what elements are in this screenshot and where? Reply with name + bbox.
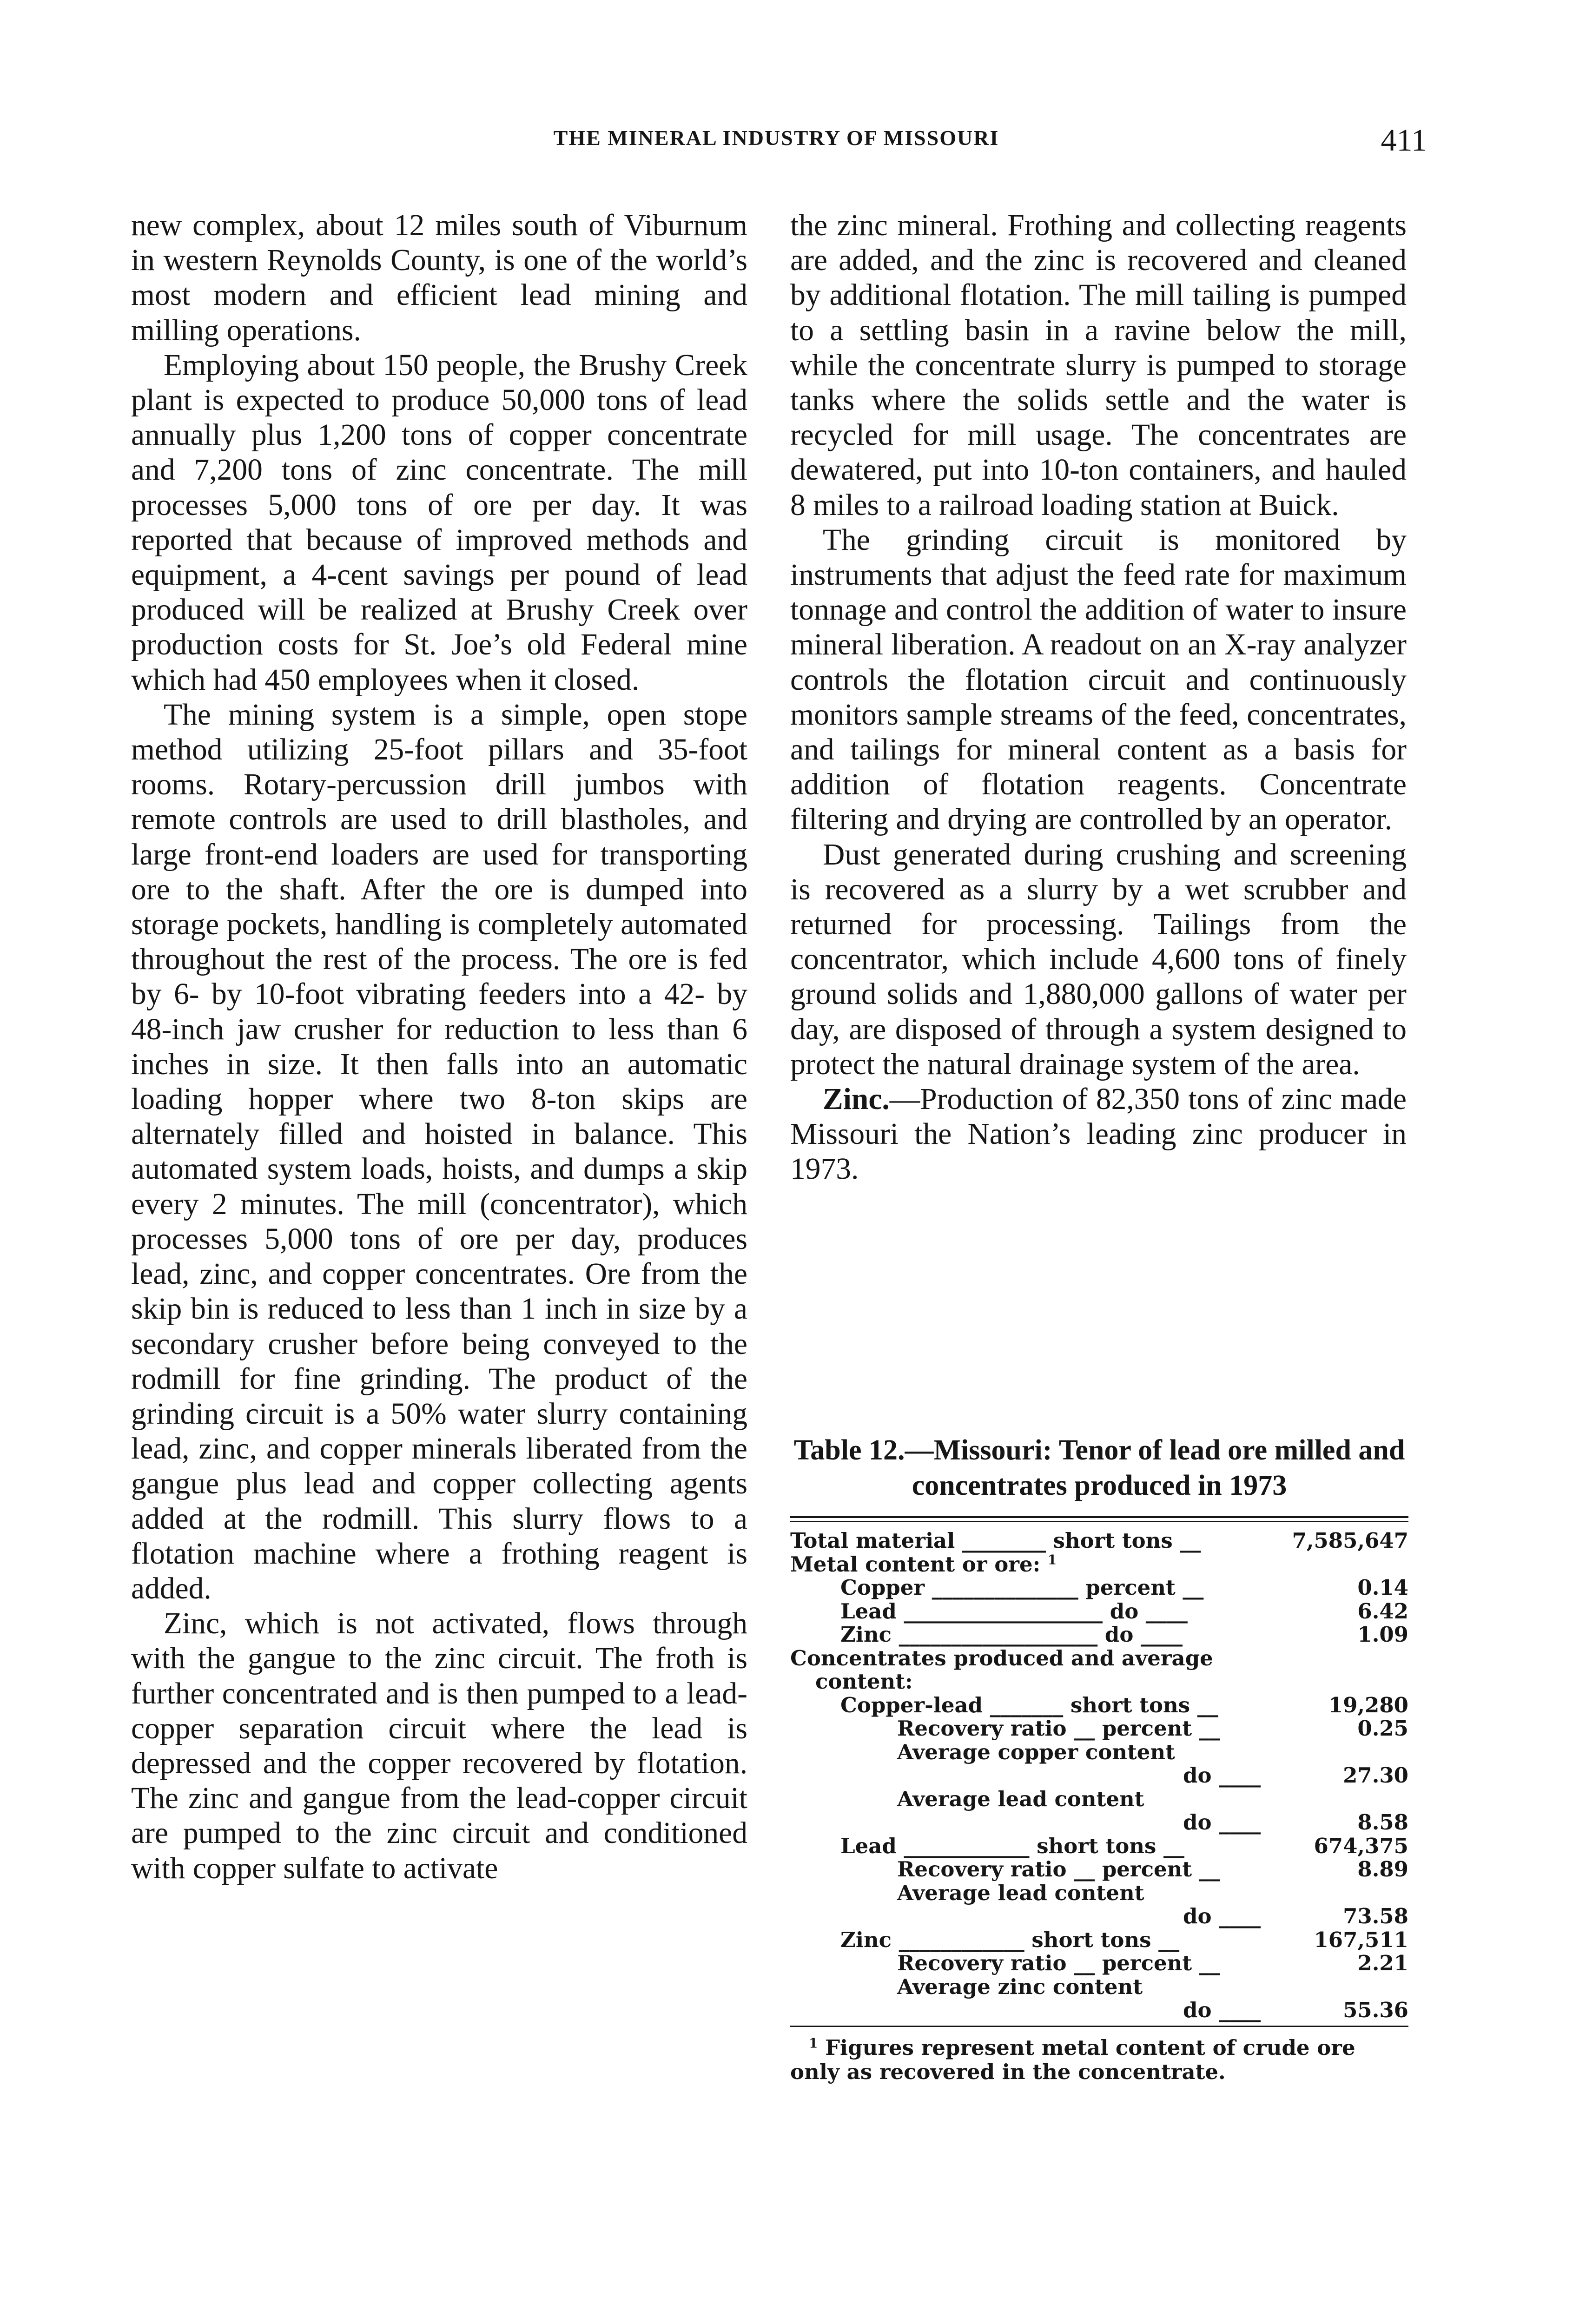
- row-label: Copper-lead _______ short tons __: [840, 1692, 1218, 1717]
- row-label-text: Metal content or ore:: [790, 1552, 1041, 1577]
- tenor-table: [790, 1529, 1408, 2022]
- row-value: 674,375: [1314, 1833, 1408, 1858]
- table-row: [790, 1999, 1408, 2022]
- table-row: [790, 1717, 1408, 1741]
- left-column: [131, 208, 747, 1886]
- row-value: 19,280: [1328, 1692, 1408, 1717]
- table-row: [790, 1882, 1408, 1905]
- running-head: THE MINERAL INDUSTRY OF MISSOURI: [553, 126, 999, 150]
- table-row: [790, 1928, 1408, 1952]
- table-row: [790, 1670, 1408, 1694]
- table-row: [790, 1811, 1408, 1835]
- paragraph-6: The grinding circuit is monitored by instruments that adjust the feed rate for maximum tonnage and control the addition of water to insure mineral liberation. A readout on an X-ray analyzer controls the flotation circuit and continuously monitors sample streams of the feed, concentrates, and tailings for mineral content as a basis for addition of flotation reagents. Concentrate filtering and drying are controlled by an operator.: [790, 523, 1407, 837]
- row-value: 167,511: [1314, 1927, 1408, 1952]
- row-value: 1.09: [1357, 1622, 1408, 1647]
- row-label: Concentrates produced and average: [790, 1645, 1213, 1670]
- row-label: [790, 1553, 1057, 1577]
- row-label: do ____: [1183, 1763, 1261, 1788]
- row-label: Zinc ___________________ do ____: [840, 1622, 1183, 1647]
- row-label: Recovery ratio __ percent __: [897, 1857, 1220, 1882]
- row-value: 55.36: [1343, 1998, 1408, 2022]
- row-label: Zinc ____________ short tons __: [840, 1927, 1180, 1952]
- table-row: [790, 1858, 1408, 1882]
- row-label: Lead ___________________ do ____: [840, 1598, 1188, 1624]
- paragraph-3: The mining system is a simple, open stope method utilizing 25-foot pillars and 35-foot rooms. Rotary-percussion drill jumbos with remote controls are used to drill blastholes, and large front-end loaders are used for transporting ore to the shaft. After the ore is dumped into storage pockets, handling is completely automated throughout the rest of the process. The ore is fed by 6- by 10-foot vibrating feeders into a 42- by 48-inch jaw crusher for reduction to less than 6 inches in size. It then falls into an automatic loading hopper where two 8-ton skips are alternately filled and hoisted in balance. This automated system loads, hoists, and dumps a skip every 2 minutes. The mill (concentrator), which processes 5,000 tons of ore per day, produces lead, zinc, and copper concentrates. Ore from the skip bin is reduced to less than 1 inch in size by a secondary crusher before being conveyed to the rodmill for fine grinding. The product of the grinding circuit is a 50% water slurry containing lead, zinc, and copper minerals liberated from the gangue plus lead and copper collecting agents added at the rodmill. This slurry flows to a flotation machine where a frothing reagent is added.: [131, 698, 747, 1605]
- zinc-text: —Production of 82,350 tons of zinc made Missouri the Nation’s leading zinc producer in 1973.: [790, 1083, 1407, 1186]
- table-row: [790, 1647, 1408, 1670]
- row-value: 2.21: [1357, 1951, 1408, 1975]
- row-label: Average lead content: [897, 1786, 1144, 1811]
- page-number: 411: [1381, 122, 1427, 158]
- row-label: content:: [815, 1669, 913, 1694]
- table-row: [790, 1694, 1408, 1717]
- table-row: [790, 1952, 1408, 1975]
- table-footnote: [790, 2036, 1408, 2084]
- zinc-paragraph: [790, 1082, 1407, 1187]
- right-column: [790, 208, 1407, 1187]
- table-row: [790, 1975, 1408, 1999]
- footnote-marker: 1: [809, 2035, 818, 2051]
- row-label: Total material ________ short tons __: [790, 1528, 1201, 1553]
- table-row: [790, 1623, 1408, 1647]
- table-row: [790, 1835, 1408, 1858]
- footnote-text: Figures represent metal content of crude ore only as recovered in the concentrate.: [790, 2035, 1355, 2084]
- row-value: 73.58: [1343, 1904, 1408, 1928]
- row-label: Average lead content: [897, 1880, 1144, 1905]
- row-value: 0.25: [1357, 1716, 1408, 1741]
- table-row: [790, 1764, 1408, 1788]
- row-label: Recovery ratio __ percent __: [897, 1716, 1220, 1741]
- table-row: [790, 1741, 1408, 1764]
- row-value: 7,585,647: [1292, 1528, 1408, 1553]
- paragraph-7: Dust generated during crushing and screening is recovered as a slurry by a wet scrubber and returned for processing. Tailings from the concentrator, which include 4,600 tons of finely ground solids and 1,880,000 gallons of water per day, are disposed of through a system designed to protect the natural drainage system of the area.: [790, 838, 1407, 1081]
- table-row: [790, 1905, 1408, 1928]
- paragraph-4: Zinc, which is not activated, flows through with the gangue to the zinc circuit. The froth is further concentrated and is then pumped to a lead-copper separation circuit where the lead is depressed and the copper recovered by flotation. The zinc and gangue from the lead-copper circuit are pumped to the zinc circuit and conditioned with copper sulfate to activate: [131, 1607, 747, 1885]
- table-row: [790, 1529, 1408, 1553]
- row-label: Copper ______________ percent __: [840, 1575, 1204, 1600]
- table-top-rule: [790, 1516, 1408, 1518]
- paragraph-5: the zinc mineral. Frothing and collecting reagents are added, and the zinc is recovered and cleaned by additional flotation. The mill tailing is pumped to a settling basin in a ravine below the mill, while the concentrate slurry is pumped to storage tanks where the solids settle and the water is recycled for mill usage. The concentrates are dewatered, put into 10-ton containers, and hauled 8 miles to a railroad loading station at Buick.: [790, 209, 1407, 522]
- row-value: 8.89: [1357, 1857, 1408, 1882]
- table-row: [790, 1576, 1408, 1600]
- row-value: 0.14: [1357, 1575, 1408, 1600]
- row-label: Lead ____________ short tons __: [840, 1833, 1184, 1858]
- row-label: Average copper content: [897, 1739, 1175, 1764]
- table-row: [790, 1600, 1408, 1624]
- row-label: do ____: [1183, 1810, 1261, 1835]
- row-label: do ____: [1183, 1904, 1261, 1928]
- row-value: 27.30: [1343, 1763, 1408, 1788]
- table-top-rule-thin: [790, 1521, 1408, 1522]
- table-bottom-rule: [790, 2026, 1408, 2027]
- row-value: 6.42: [1357, 1598, 1408, 1624]
- table-row: [790, 1788, 1408, 1811]
- paragraph-1: new complex, about 12 miles south of Viburnum in western Reynolds County, is one of the world’s most modern and efficient lead mining and milling operations.: [131, 209, 747, 347]
- table-row: [790, 1553, 1408, 1577]
- row-label: Recovery ratio __ percent __: [897, 1951, 1220, 1975]
- zinc-heading: Zinc.: [823, 1083, 890, 1116]
- row-value: 8.58: [1357, 1810, 1408, 1835]
- table-title: Table 12.—Missouri: Tenor of lead ore milled and concentrates produced in 1973: [793, 1434, 1405, 1501]
- row-label: do ____: [1183, 1998, 1261, 2022]
- footnote-ref: 1: [1047, 1552, 1057, 1568]
- row-label: Average zinc content: [897, 1974, 1143, 1999]
- paragraph-2: Employing about 150 people, the Brushy Creek plant is expected to produce 50,000 tons of lead annually plus 1,200 tons of copper concentrate and 7,200 tons of zinc concentrate. The mill processes 5,000 tons of ore per day. It was reported that because of improved methods and equipment, a 4-cent savings per pound of lead produced will be realized at Brushy Creek over production costs for St. Joe’s old Federal mine which had 450 employees when it closed.: [131, 348, 747, 697]
